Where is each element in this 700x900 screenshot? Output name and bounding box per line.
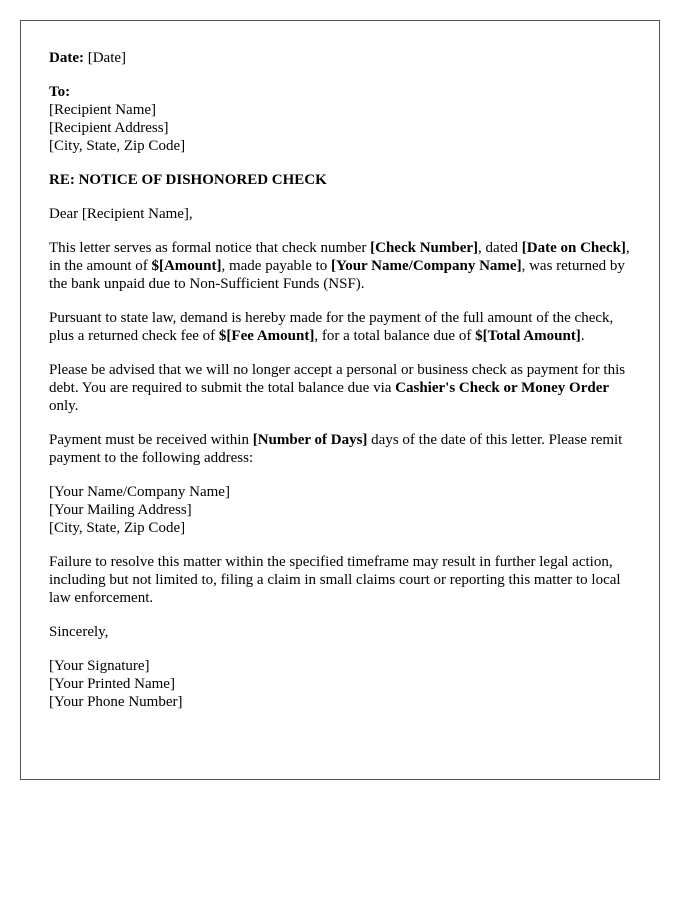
paragraph-text: Pursuant to state law, demand is hereby made for the payment of the full amount of the check, plus a returned check fee of bbox=[49, 310, 614, 344]
paragraph-text: Payment must be received within bbox=[49, 432, 253, 448]
date-line bbox=[49, 49, 631, 67]
paragraph-text: , in the amount of bbox=[49, 240, 630, 274]
number-of-days: [Number of Days] bbox=[252, 432, 368, 448]
salutation: Dear [Recipient Name], bbox=[49, 206, 193, 222]
payment-method: Cashier's Check or Money Order bbox=[395, 380, 610, 396]
paragraph-payment-method bbox=[49, 361, 631, 415]
subject-text: RE: NOTICE OF DISHONORED CHECK bbox=[49, 172, 327, 188]
paragraph-text: days of the date of this letter. Please remit payment to the following address: bbox=[49, 432, 623, 466]
paragraph-text: only. bbox=[49, 398, 79, 414]
payee-name: [Your Name/Company Name] bbox=[331, 258, 522, 274]
paragraph-notice bbox=[49, 239, 631, 293]
fee-amount: $[Fee Amount] bbox=[218, 328, 315, 344]
paragraph-text: , for a total balance due of bbox=[314, 328, 476, 344]
signature-block bbox=[49, 657, 631, 711]
date-on-check: [Date on Check] bbox=[521, 240, 626, 256]
paragraph-demand bbox=[49, 309, 631, 345]
check-number: [Check Number] bbox=[370, 240, 479, 256]
recipient-name: [Recipient Name] bbox=[49, 102, 157, 118]
date-value: [Date] bbox=[87, 50, 127, 66]
total-amount: $[Total Amount] bbox=[475, 328, 581, 344]
remit-mailing-address: [Your Mailing Address] bbox=[49, 502, 192, 518]
paragraph-text: , was returned by the bank unpaid due to Non-Sufficient Funds (NSF). bbox=[49, 258, 625, 292]
date-label: Date: bbox=[49, 50, 84, 66]
paragraph-text: This letter serves as formal notice that check number bbox=[49, 240, 371, 256]
paragraph-consequences: Failure to resolve this matter within the specified timeframe may result in further legal action, including but not limited to, filing a claim in small claims court or reporting this matter to local law enforcement. bbox=[49, 554, 621, 606]
paragraph-text: Please be advised that we will no longer accept a personal or business check as payment for this debt. You are required to submit the total balance due via bbox=[49, 362, 626, 396]
closing: Sincerely, bbox=[49, 624, 109, 640]
signature-placeholder: [Your Signature] bbox=[49, 658, 150, 674]
subject-line bbox=[49, 171, 631, 189]
paragraph-text: , made payable to bbox=[221, 258, 332, 274]
phone-number: [Your Phone Number] bbox=[49, 694, 183, 710]
check-amount: $[Amount] bbox=[151, 258, 222, 274]
remit-name: [Your Name/Company Name] bbox=[49, 484, 230, 500]
recipient-block bbox=[49, 83, 631, 155]
printed-name: [Your Printed Name] bbox=[49, 676, 175, 692]
recipient-city-state-zip: [City, State, Zip Code] bbox=[49, 138, 186, 154]
recipient-label: To: bbox=[49, 84, 71, 100]
remit-city-state-zip: [City, State, Zip Code] bbox=[49, 520, 186, 536]
paragraph-deadline bbox=[49, 431, 631, 467]
letter-page bbox=[20, 20, 660, 780]
recipient-address: [Recipient Address] bbox=[49, 120, 169, 136]
paragraph-text: . bbox=[580, 328, 585, 344]
paragraph-text: , dated bbox=[478, 240, 522, 256]
remit-address-block bbox=[49, 483, 631, 537]
